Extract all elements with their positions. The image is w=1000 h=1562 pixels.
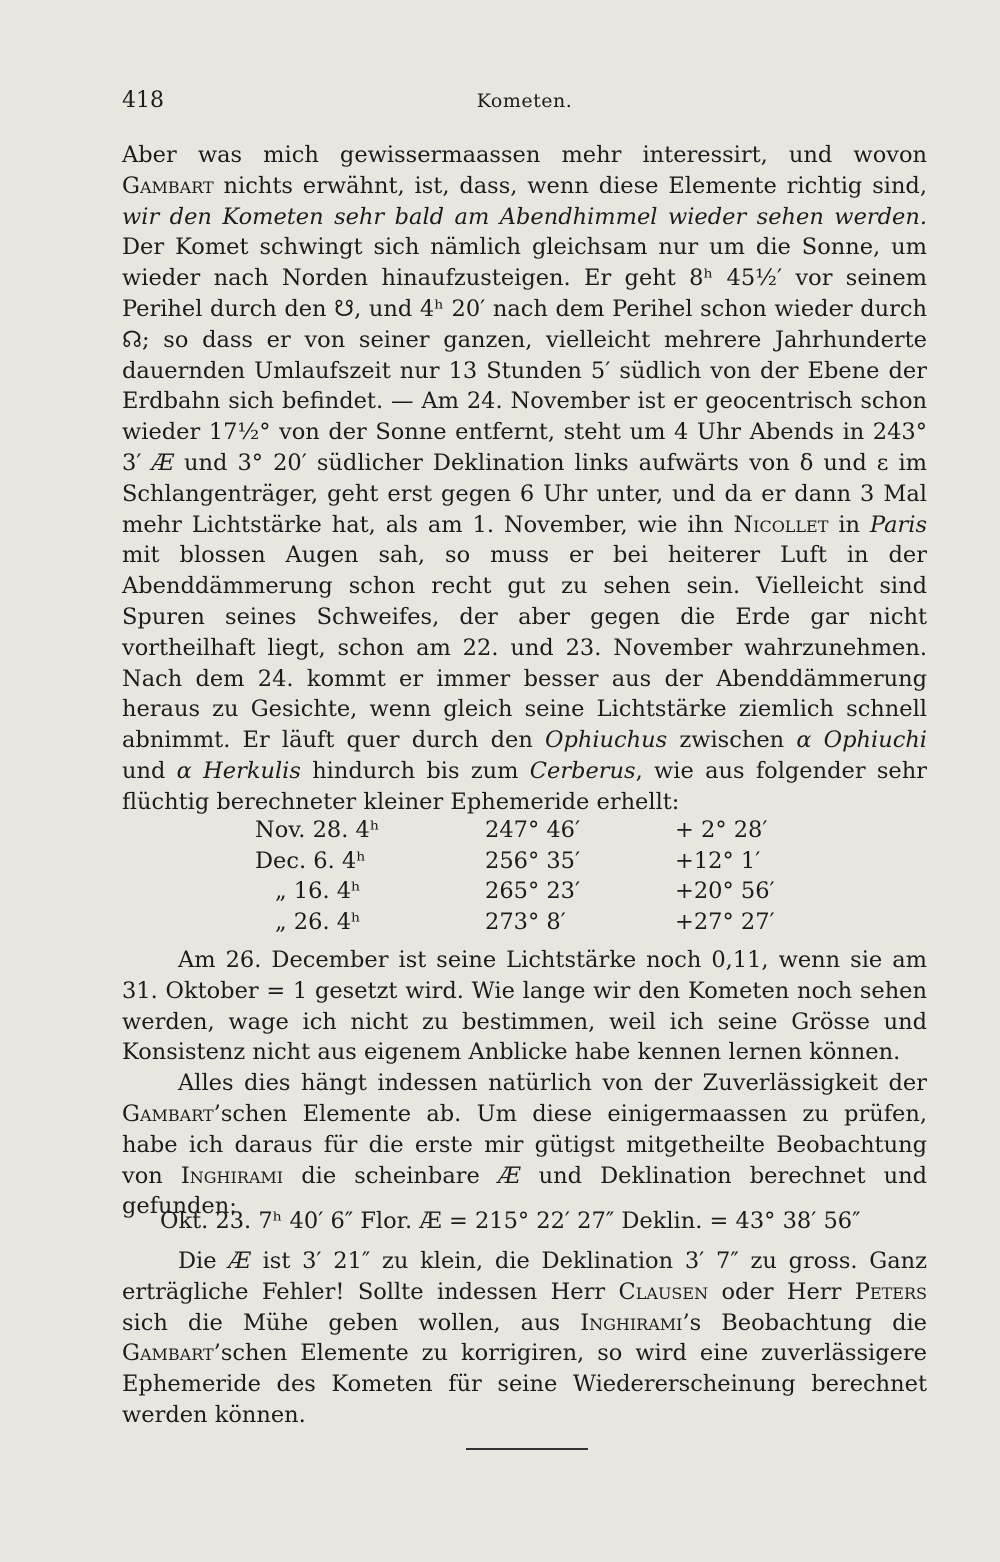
text-run: ’s Beobachtung die — [682, 1309, 927, 1336]
ephemeris-ra: 256° 35′ — [485, 847, 581, 874]
body-paragraph-1 — [122, 140, 927, 818]
name-inghirami: Inghirami — [580, 1309, 683, 1336]
ephemeris-date: Nov. 28. 4ʰ — [255, 817, 380, 843]
text-run: Der Komet schwingt sich nämlich gleichsam nur um die Sonne, um wieder nach Norden hinaufzusteigen. Er geht 8ʰ 45½′ vor seinem Perihel durch den ☋, und 4ʰ 20′ nach dem Perihel schon wieder durch ☊; so dass er von seiner ganzen, vielleicht mehrere Jahrhunderte dauernden Umlaufszeit nur 13 Stunden 5′ südlich von der Ebene der Erdbahn sich befindet. — Am 24. November ist er geocentrisch schon wieder 17½° von der Sonne entfernt, steht um 4 Uhr Abends in 243° 3′ — [122, 234, 927, 476]
text-run: zwischen — [667, 727, 797, 754]
star-alpha-ophiuchi: α Ophiuchi — [796, 727, 928, 754]
ephemeris-ra: 273° 8′ — [485, 908, 566, 935]
ephemeris-date: „ 26. 4ʰ — [275, 908, 361, 935]
ephemeris-row — [255, 846, 855, 877]
ephemeris-table — [255, 815, 855, 937]
name-inghirami: Inghirami — [180, 1162, 284, 1189]
name-gambart: Gambart — [122, 172, 214, 199]
ephemeris-dec: +12° 1′ — [675, 847, 761, 874]
right-ascension-symbol: Æ — [151, 449, 175, 476]
ephemeris-dec: +27° 27′ — [675, 908, 775, 935]
place-paris: Paris — [869, 511, 928, 538]
name-gambart: Gambart — [122, 1100, 214, 1127]
body-paragraph-2: Am 26. December ist seine Lichtstärke noch 0,11, wenn sie am 31. Oktober = 1 gesetzt wird. Wie lange wir den Kometen noch sehen werden, wage ich nicht zu bestimmen, weil ich seine Grösse und Konsistenz nicht aus eigenem Anblicke habe kennen lernen können. — [122, 947, 927, 1066]
body-paragraphs-2-3 — [122, 945, 927, 1222]
text-run: Alles dies hängt indessen natürlich von der Zuverlässigkeit der — [178, 1070, 927, 1097]
text-run: ’schen Elemente ab. Um diese einigermaassen zu prüfen, habe ich daraus für die erste mir gütigst mitgetheilte Beobachtung von — [122, 1100, 927, 1189]
ephemeris-dec: +20° 56′ — [675, 878, 775, 904]
observation-line: Okt. 23. 7ʰ 40′ 6″ Flor. Æ = 215° 22′ 27″ Deklin. = 43° 38′ 56″ — [160, 1208, 861, 1234]
page-header — [122, 88, 927, 118]
text-run: in — [828, 511, 870, 538]
text-run: ist 3′ 21″ zu klein, die Deklination 3′ 7″ zu gross. Ganz erträgliche Fehler! Sollte indessen Herr — [122, 1248, 927, 1305]
name-nicollet: Nicollet — [733, 511, 829, 538]
section-end-rule — [466, 1448, 588, 1450]
running-title: Kometen. — [476, 90, 573, 112]
ephemeris-date: Dec. 6. 4ʰ — [255, 847, 366, 874]
ephemeris-dec: + 2° 28′ — [675, 817, 768, 843]
right-ascension-symbol: Æ — [497, 1162, 521, 1189]
ephemeris-date: „ 16. 4ʰ — [275, 878, 361, 904]
ephemeris-row — [255, 876, 855, 907]
text-run: ’schen Elemente zu korrigiren, so wird eine zuverlässigere Ephemeride des Kometen für seine Wiedererscheinung berechnet werden können. — [122, 1340, 927, 1428]
constellation-cerberus: Cerberus — [529, 757, 636, 784]
text-run: , wie aus folgender sehr flüchtig berechneter kleiner Ephemeride erhellt: — [122, 757, 927, 815]
ephemeris-row — [255, 907, 855, 938]
text-run: oder Herr — [708, 1278, 855, 1305]
text-run: und Deklination berechnet und gefunden: — [122, 1162, 928, 1220]
text-run: sich die Mühe geben wollen, aus — [122, 1309, 581, 1336]
name-peters: Peters — [854, 1278, 927, 1305]
right-ascension-symbol: Æ — [228, 1248, 251, 1274]
ephemeris-ra: 247° 46′ — [485, 817, 581, 843]
emphasis-text: wir den Kometen sehr bald am Abendhimmel wieder sehen werden. — [122, 203, 927, 230]
body-paragraph-3 — [122, 1068, 927, 1222]
ephemeris-ra: 265° 23′ — [485, 878, 581, 904]
body-paragraph-4 — [122, 1246, 927, 1431]
text-run: mit blossen Augen sah, so muss er bei heiterer Luft in der Abenddämmerung schon recht gut zu sehen sein. Vielleicht sind Spuren seines Schweifes, der aber gegen die Erde gar nicht vortheilhaft liegt, schon am 22. und 23. November wahrzunehmen. Nach dem 24. kommt er immer besser aus der Abenddämmerung heraus zu Gesichte, wenn gleich seine Lichtstärke ziemlich schnell abnimmt. Er läuft quer durch den — [122, 542, 927, 754]
page-number: 418 — [122, 88, 164, 113]
text-run: hindurch bis zum — [300, 757, 530, 784]
constellation-ophiuchus: Ophiuchus — [545, 727, 668, 754]
text-run: Die — [178, 1248, 229, 1274]
ephemeris-row — [255, 815, 855, 846]
text-run: die scheinbare — [283, 1162, 498, 1189]
name-clausen: Clausen — [618, 1278, 709, 1305]
text-run: und 3° 20′ südlicher Deklination links aufwärts von δ und ε im Schlangenträger, geht erst gegen 6 Uhr unter, und da er dann 3 Mal mehr Lichtstärke hat, als am 1. November, wie ihn — [122, 449, 927, 538]
name-gambart: Gambart — [122, 1340, 214, 1367]
text-run: nichts erwähnt, ist, dass, wenn diese Elemente richtig sind, — [213, 172, 927, 199]
text-run: Aber was mich gewissermaassen mehr interessirt, und wovon — [122, 142, 927, 168]
text-run: und — [122, 757, 177, 784]
star-alpha-herkulis: α Herkulis — [176, 757, 301, 784]
